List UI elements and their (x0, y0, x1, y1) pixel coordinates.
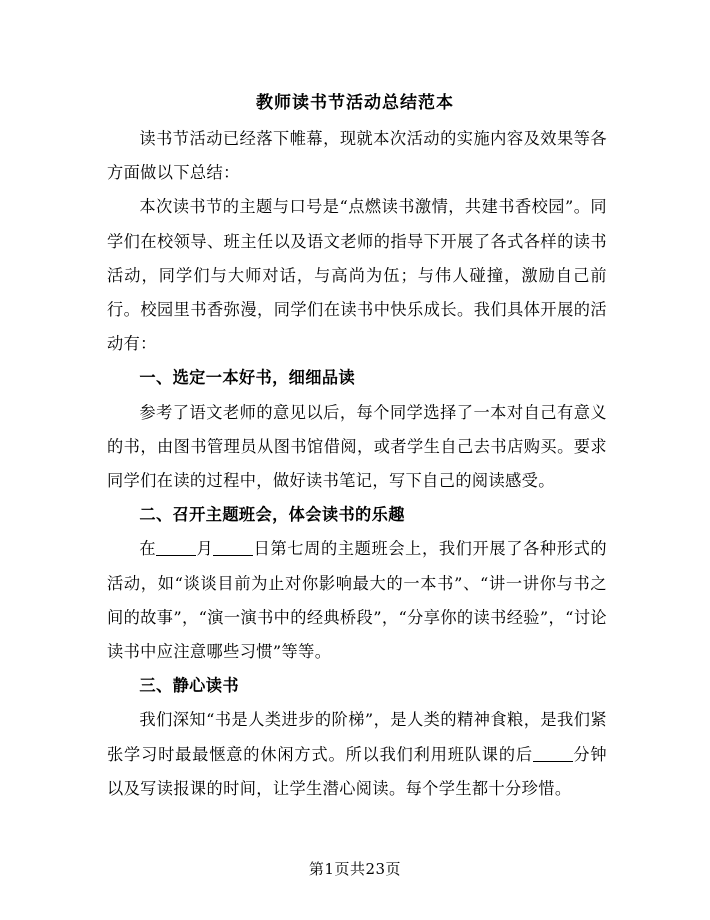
section3-heading: 三、静心读书 (139, 676, 239, 696)
blank-line (533, 744, 573, 761)
theme-paragraph: 本次读书节的主题与口号是“点燃读书激情，共建书香校园”。同学们在校领导、班主任以及语文老师的指导下开展了各式各样的读书活动，同学们与大师对话，与高尚为伍；与伟人碰撞，激励自己前行。校园里书香弥漫，同学们在读书中快乐成长。我们具体开展的活动有： (107, 197, 607, 354)
section3-paragraph (107, 703, 607, 806)
section3-text-2: 分钟以及写读报课的时间，让学生潜心阅读。每个学生都十分珍惜。 (107, 744, 607, 798)
intro-paragraph: 读书节活动已经落下帷幕，现就本次活动的实施内容及效果等各方面做以下总结： (107, 129, 607, 183)
section2-paragraph (107, 532, 607, 669)
blank-line (156, 539, 196, 556)
section1-heading: 一、选定一本好书，细细品读 (139, 368, 356, 388)
section2-text-3: 日第七周的主题班会上，我们开展了各种形式的活动，如“谈谈目前为止对你影响最大的一本书”、“讲一讲你与书之间的故事”，“演一演书中的经典桥段”，“分享你的读书经验”，“讨论读书中应注意哪些习惯”等等。 (107, 539, 607, 662)
document-title: 教师读书节活动总结范本 (256, 93, 454, 113)
section2-text-1: 在 (139, 539, 157, 559)
page-number-footer: 第1页共23页 (308, 860, 402, 878)
section1-paragraph: 参考了语文老师的意见以后，每个同学选择了一本对自己有意义的书，由图书管理员从图书馆借阅，或者学生自己去书店购买。要求同学们在读的过程中，做好读书笔记，写下自己的阅读感受。 (107, 402, 607, 491)
section2-text-2: 月 (196, 539, 214, 559)
section3-text-1: 我们深知“书是人类进步的阶梯”，是人类的精神食粮，是我们紧张学习时最最惬意的休闲方式。所以我们利用班队课的后 (107, 710, 607, 764)
document-body (107, 122, 607, 806)
section2-heading: 二、召开主题班会，体会读书的乐趣 (139, 505, 405, 525)
blank-line (213, 539, 253, 556)
